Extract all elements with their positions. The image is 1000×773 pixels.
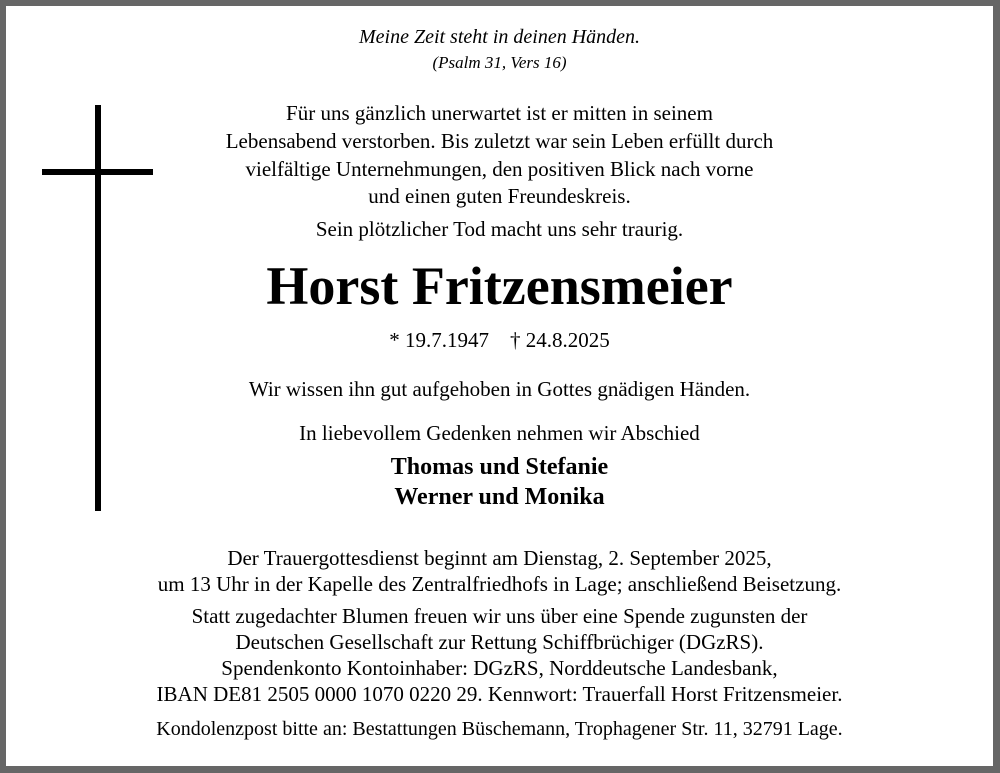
intro-line: Für uns gänzlich unerwartet ist er mitten in seinem — [286, 101, 713, 125]
service-line: um 13 Uhr in der Kapelle des Zentralfriedhofs in Lage; anschließend Beisetzung. — [157, 572, 842, 596]
intro-line: und einen guten Freundeskreis. — [368, 184, 631, 208]
motto-quote: Meine Zeit steht in deinen Händen. — [358, 26, 641, 48]
farewell-statement: In liebevollem Gedenken nehmen wir Abschied — [299, 421, 700, 445]
intro-line: vielfältige Unternehmungen, den positiven Blick nach vorne — [245, 157, 754, 181]
deceased-dates: * 19.7.1947 † 24.8.2025 — [389, 328, 610, 352]
donation-line: Deutschen Gesellschaft zur Rettung Schiffbrüchiger (DGzRS). — [235, 630, 764, 654]
donation-line: IBAN DE81 2505 0000 1070 0220 29. Kennwort: Trauerfall Horst Fritzensmeier. — [156, 682, 843, 706]
mourner-name: Thomas und Stefanie — [390, 454, 609, 480]
service-line: Der Trauergottesdienst beginnt am Dienstag, 2. September 2025, — [227, 546, 772, 570]
donation-line: Spendenkonto Kontoinhaber: DGzRS, Norddeutsche Landesbank, — [221, 656, 778, 680]
condolence-address: Kondolenzpost bitte an: Bestattungen Büschemann, Trophagener Str. 11, 32791 Lage. — [156, 718, 843, 740]
intro-line: Lebensabend verstorben. Bis zuletzt war sein Leben erfüllt durch — [225, 129, 774, 153]
faith-statement: Wir wissen ihn gut aufgehoben in Gottes gnädigen Händen. — [248, 377, 751, 401]
sad-statement: Sein plötzlicher Tod macht uns sehr traurig. — [315, 217, 684, 241]
obituary-notice — [6, 6, 993, 766]
motto-source: (Psalm 31, Vers 16) — [432, 53, 567, 72]
mourner-name: Werner und Monika — [394, 484, 605, 510]
deceased-name: Horst Fritzensmeier — [266, 256, 733, 316]
donation-line: Statt zugedachter Blumen freuen wir uns über eine Spende zugunsten der — [191, 604, 808, 628]
